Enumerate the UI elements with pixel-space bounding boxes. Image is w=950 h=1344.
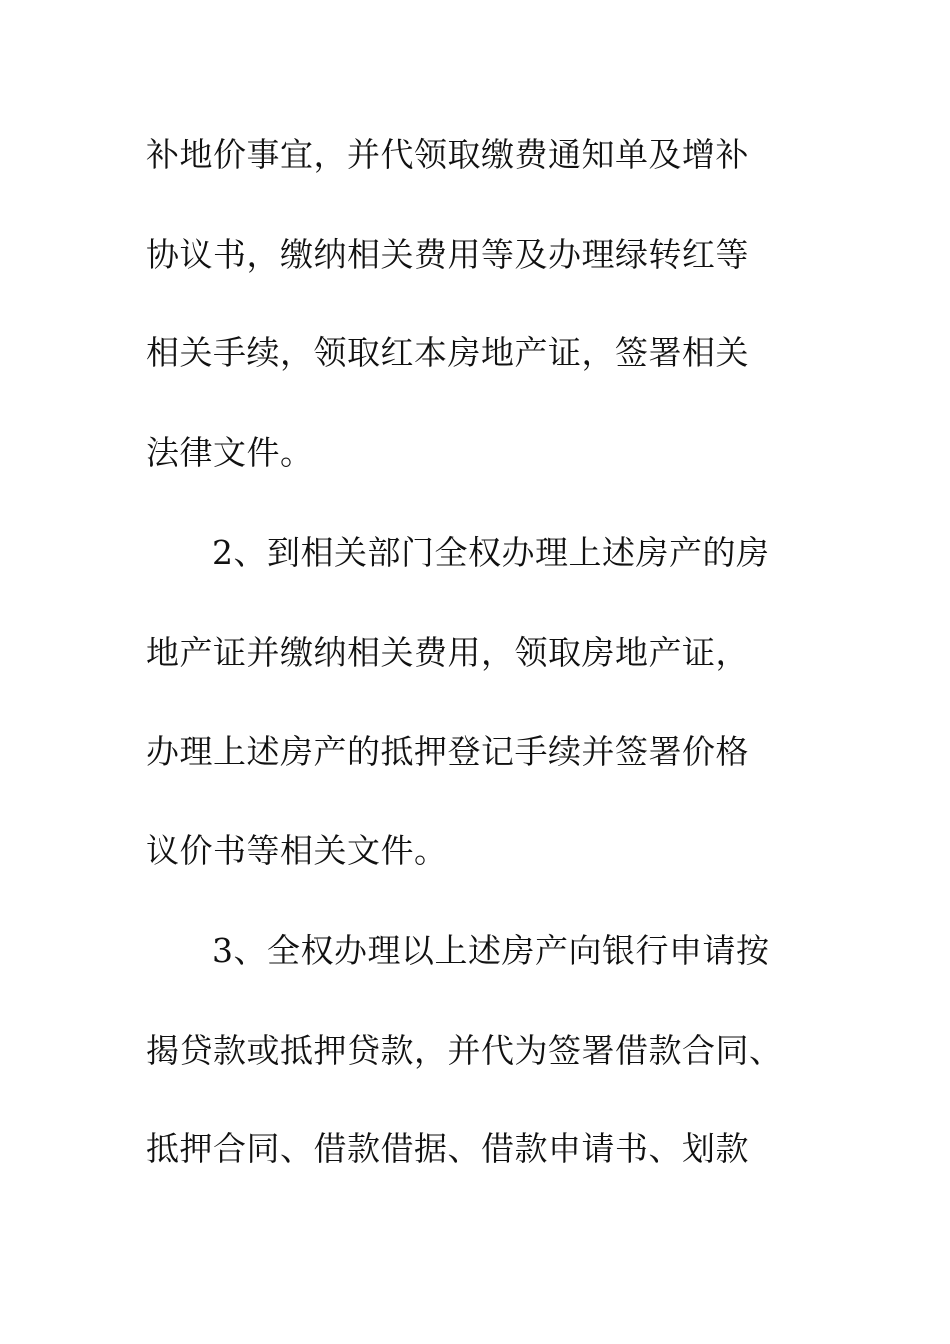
text-line: 法律文件。	[146, 433, 314, 472]
paragraph-3-start: 3、全权办理以上述房产向银行申请按	[212, 931, 770, 970]
text-line: 揭贷款或抵押贷款，并代为签署借款合同、	[146, 1031, 783, 1070]
text-line: 办理上述房产的抵押登记手续并签署价格	[146, 732, 749, 771]
text-line: 议价书等相关文件。	[146, 831, 448, 870]
text-line: 协议书，缴纳相关费用等及办理绿转红等	[146, 235, 749, 274]
text-line: 补地价事宜，并代领取缴费通知单及增补	[146, 135, 749, 174]
paragraph-2-start: 2、到相关部门全权办理上述房产的房	[212, 533, 770, 572]
text-line: 相关手续，领取红本房地产证，签署相关	[146, 333, 749, 372]
text-line: 地产证并缴纳相关费用，领取房地产证，	[146, 633, 749, 672]
text-line: 抵押合同、借款借据、借款申请书、划款	[146, 1129, 749, 1168]
